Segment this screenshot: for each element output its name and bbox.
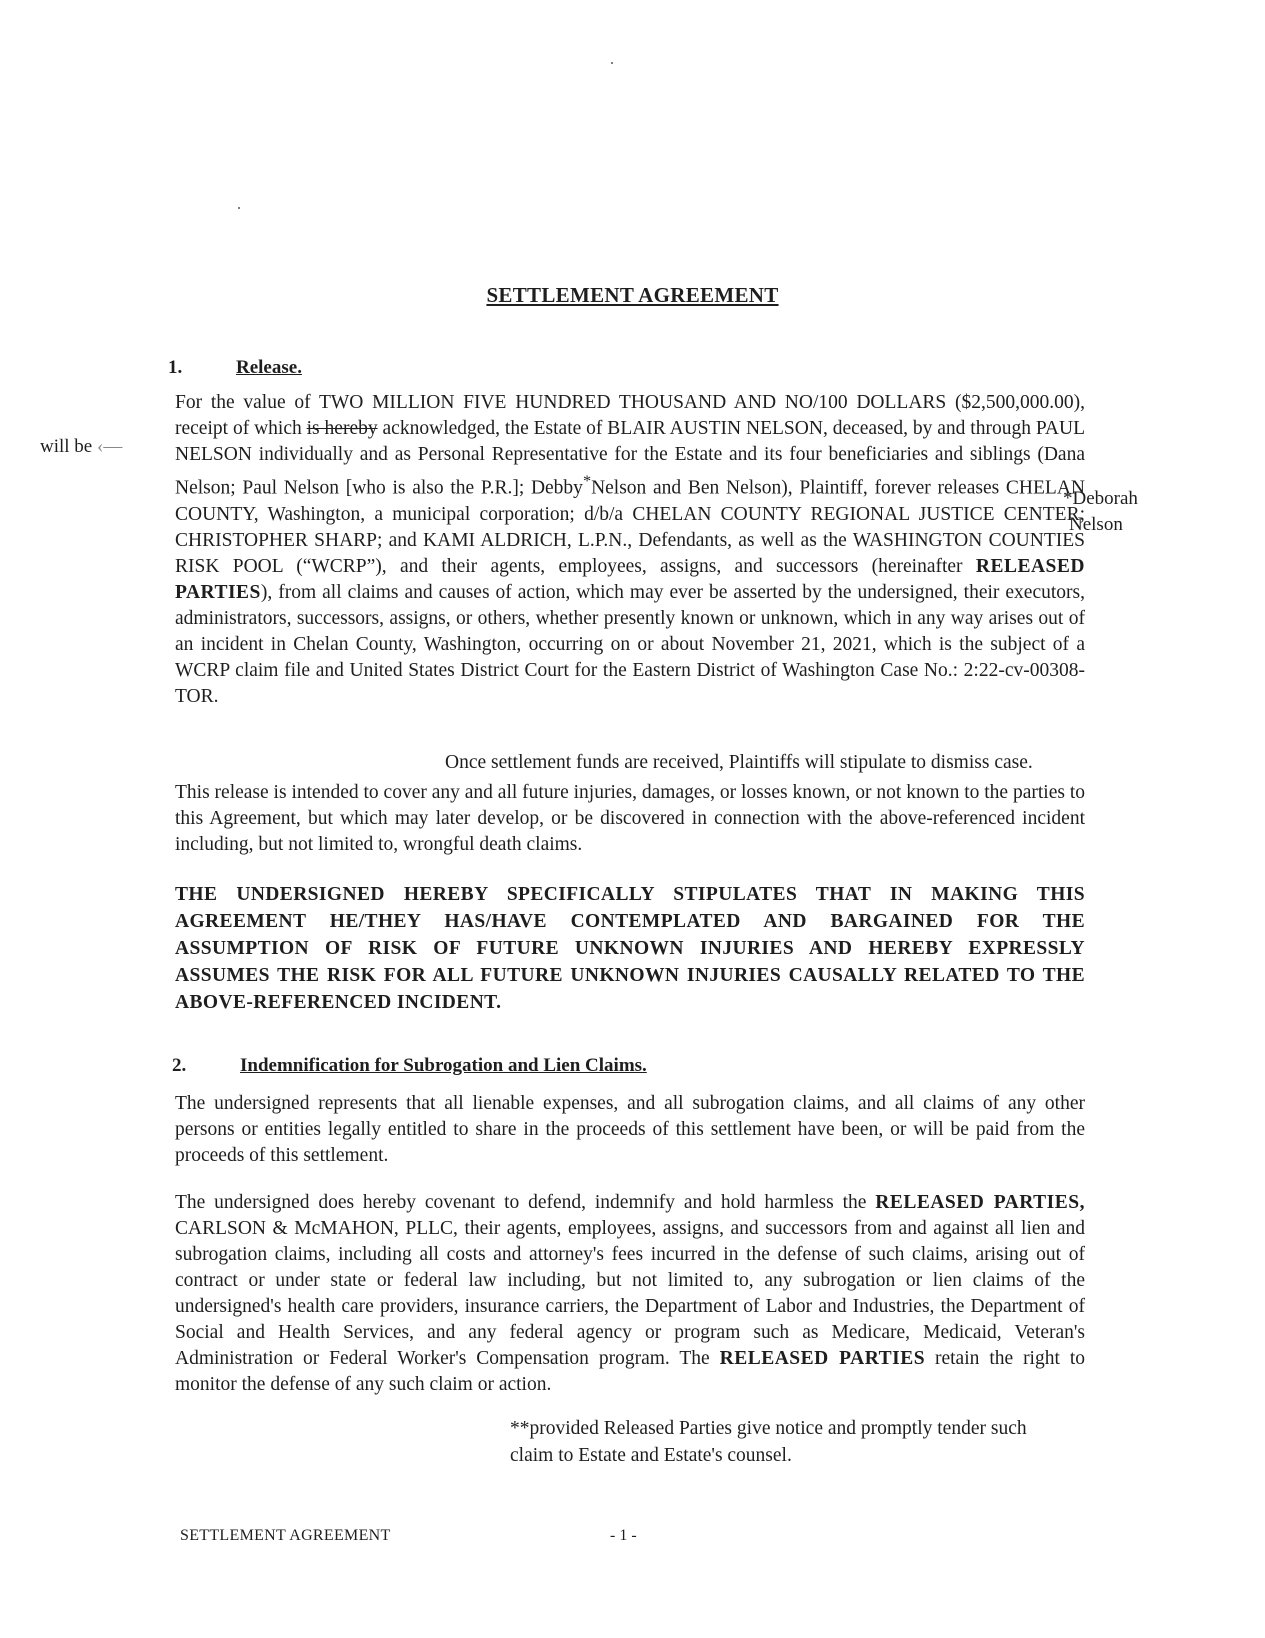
page-number: - 1 - — [610, 1527, 637, 1544]
indemnify-paragraph: The undersigned does hereby covenant to defend, indemnify and hold harmless the RELEASED PARTIES, CARLSON & McMAHON, PLLC, their agents, employees, assigns, and successors from and against all lien and subrogation claims, including all costs and attorney's fees incurred in the defense of such claims, arising out of contract or under state or federal law including, but not limited to, any subrogation or lien claims of the undersigned's health care providers, insurance carriers, the Department of Labor and Industries, the Department of Social and Health Services, and any federal agency or program such as Medicare, Medicaid, Veteran's Administration or Federal Worker's Compensation program. The RELEASED PARTIES retain the right to monitor the defense of any such claim or action. — [175, 1192, 1085, 1395]
handwritten-provision-line1: **provided Released Parties give notice and promptly tender such — [510, 1418, 1027, 1439]
margin-note-right-line1: *Deborah — [1063, 488, 1138, 509]
section-2-heading — [172, 1055, 647, 1077]
handwritten-insert: Once settlement funds are received, Plaintiffs will stipulate to dismiss case. — [445, 752, 1033, 773]
section-1-number: 1. — [168, 357, 183, 378]
struck-text: is hereby — [306, 418, 378, 439]
section-1-title: Release. — [236, 357, 302, 378]
margin-note-right-line2: Nelson — [1069, 514, 1123, 535]
section-2-number: 2. — [172, 1055, 187, 1076]
margin-note-left: will be ‹— — [40, 436, 123, 457]
release-paragraph: For the value of TWO MILLION FIVE HUNDRED THOUSAND AND NO/100 DOLLARS ($2,500,000.00), receipt of which is hereby acknowledged, the Estate of BLAIR AUSTIN NELSON, deceased, by and through PAUL NELSON individually and as Personal Representative for the Estate and its four beneficiaries and siblings (Dana Nelson; Paul Nelson [who is also the P.R.]; Debby*Nelson and Ben Nelson), Plaintiff, forever releases CHELAN COUNTY, Washington, a municipal corporation; d/b/a CHELAN COUNTY REGIONAL JUSTICE CENTER; CHRISTOPHER SHARP; and KAMI ALDRICH, L.P.N., Defendants, as well as the WASHINGTON COUNTIES RISK POOL (“WCRP”), and their agents, employees, assigns, and successors (hereinafter RELEASED PARTIES), from all claims and causes of action, which may ever be asserted by the undersigned, their executors, administrators, successors, assigns, or others, whether presently known or unknown, which in any way arises out of an incident in Chelan County, Washington, occurring on or about November 21, 2021, which is the subject of a WCRP claim file and United States District Court for the Eastern District of Washington Case No.: 2:22-cv-00308-TOR. — [175, 392, 1085, 707]
section-1-heading — [168, 357, 302, 379]
future-injuries-paragraph: This release is intended to cover any and all future injuries, damages, or losses known, or not known to the parties to this Agreement, but which may later develop, or be discovered in connection with the above-referenced incident including, but not limited to, wrongful death claims. — [175, 782, 1085, 855]
lienable-expenses-paragraph: The undersigned represents that all lienable expenses, and all subrogation claims, and all claims of any other persons or entities legally entitled to share in the proceeds of this settlement have been, or will be paid from the proceeds of this settlement. — [175, 1093, 1085, 1166]
asterisk-mark: * — [582, 472, 592, 490]
released-parties-term: RELEASED PARTIES — [175, 555, 1085, 603]
released-parties-term: RELEASED PARTIES — [719, 1348, 926, 1369]
scan-speck — [611, 62, 613, 64]
footer-title: SETTLEMENT AGREEMENT — [180, 1527, 391, 1544]
section-2-title: Indemnification for Subrogation and Lien Claims. — [240, 1055, 647, 1076]
scan-speck — [238, 207, 240, 209]
handwritten-provision — [510, 1415, 1027, 1469]
document-title: SETTLEMENT AGREEMENT — [486, 283, 779, 307]
handwritten-provision-line2: claim to Estate and Estate's counsel. — [510, 1445, 792, 1466]
released-parties-term: RELEASED PARTIES, — [875, 1192, 1085, 1213]
stipulation-paragraph: THE UNDERSIGNED HEREBY SPECIFICALLY STIPULATES THAT IN MAKING THIS AGREEMENT HE/THEY HAS/HAVE CONTEMPLATED AND BARGAINED FOR THE ASSUMPTION OF RISK OF FUTURE UNKNOWN INJURIES AND HEREBY EXPRESSLY ASSUMES THE RISK FOR ALL FUTURE UNKNOWN INJURIES CAUSALLY RELATED TO THE ABOVE-REFERENCED INCIDENT. — [175, 884, 1085, 1013]
